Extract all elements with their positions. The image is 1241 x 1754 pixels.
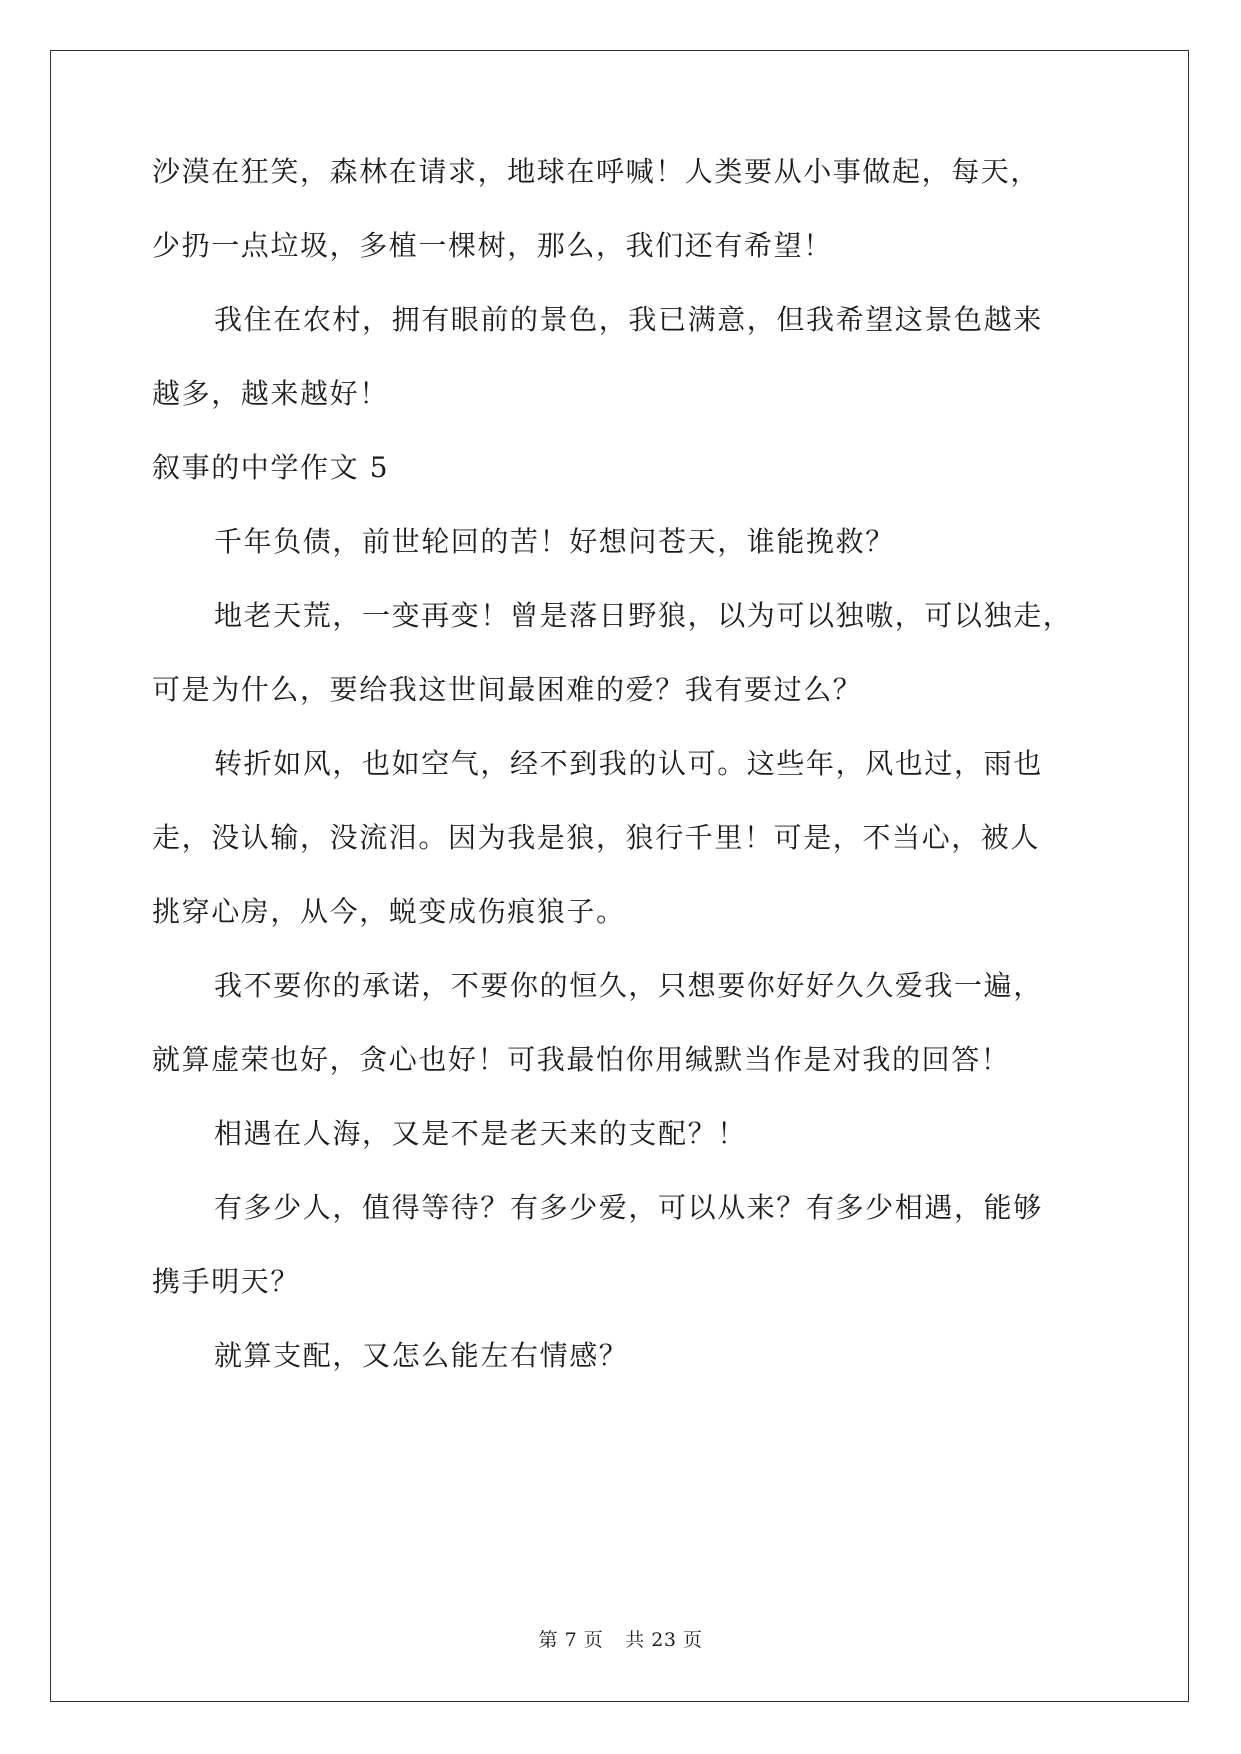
paragraph-line: 我不要你的承诺，不要你的恒久，只想要你好好久久爱我一遍， xyxy=(214,969,1043,1002)
paragraph-line: 我住在农村，拥有眼前的景色，我已满意，但我希望这景色越来 xyxy=(214,303,1043,336)
page-border xyxy=(50,50,1189,1702)
paragraph-line: 挑穿心房，从今，蜕变成伤痕狼子。 xyxy=(152,895,626,928)
paragraph-line: 可是为什么，要给我这世间最困难的爱？我有要过么？ xyxy=(152,673,863,706)
paragraph-line: 相遇在人海，又是不是老天来的支配？！ xyxy=(214,1117,747,1150)
paragraph-line: 走，没认输，没流泪。因为我是狼，狼行千里！可是，不当心，被人 xyxy=(152,821,1041,854)
section-heading: 叙事的中学作文 5 xyxy=(152,451,390,484)
page-total: 共 23 页 xyxy=(625,1629,703,1651)
paragraph-line: 转折如风，也如空气，经不到我的认可。这些年，风也过，雨也 xyxy=(214,747,1043,780)
paragraph-line: 少扔一点垃圾，多植一棵树，那么，我们还有希望！ xyxy=(152,229,833,262)
paragraph-line: 携手明天？ xyxy=(152,1265,301,1298)
paragraph-line: 就算虚荣也好，贪心也好！可我最怕你用缄默当作是对我的回答！ xyxy=(152,1043,1011,1076)
page-footer xyxy=(0,1628,1241,1652)
paragraph-line: 越多，越来越好！ xyxy=(152,377,389,410)
paragraph-line: 地老天荒，一变再变！曾是落日野狼，以为可以独嗷，可以独走， xyxy=(214,599,1073,632)
page-number: 第 7 页 xyxy=(538,1629,604,1651)
paragraph-line: 就算支配，又怎么能左右情感？ xyxy=(214,1339,629,1372)
paragraph-line: 沙漠在狂笑，森林在请求，地球在呼喊！人类要从小事做起，每天， xyxy=(152,155,1041,188)
paragraph-line: 有多少人，值得等待？有多少爱，可以从来？有多少相遇，能够 xyxy=(214,1191,1043,1224)
paragraph-line: 千年负债，前世轮回的苦！好想问苍天，谁能挽救？ xyxy=(214,525,895,558)
